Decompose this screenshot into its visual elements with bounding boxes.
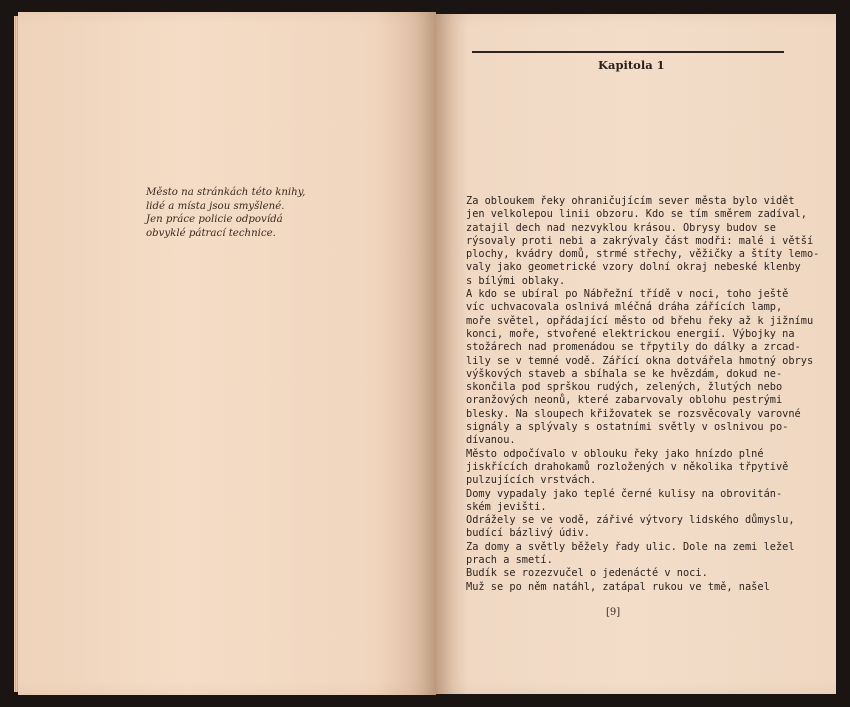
text-line: plochy, kvádry domů, strmé střechy, věžičky a štíty lemo- — [466, 248, 820, 261]
chapter-text — [466, 195, 820, 594]
text-line: blesky. Na sloupech křižovatek se rozsvěcovaly varovné — [466, 407, 801, 420]
text-line: skončila pod sprškou rudých, zelených, žlutých nebo — [466, 381, 783, 394]
text-line: valy jako geometrické vzory dolní okraj nebeské klenby — [466, 261, 801, 274]
text-line: lily se v temné vodě. Zářící okna dotvářela hmotný obrys — [466, 354, 814, 367]
text-line: budící bázlivý údiv. — [466, 527, 590, 540]
text-line: víc uchvacovala oslnivá mléčná dráha zářících lamp, — [466, 301, 783, 314]
text-line: výškových staveb a sbíhala se ke hvězdám, dokud ne- — [466, 367, 783, 380]
header-rule — [472, 51, 784, 53]
text-line: s bílými oblaky. — [466, 274, 566, 287]
text-line: zatajil dech nad nezvyklou krásou. Obrysy budov se — [466, 221, 776, 234]
text-line: oranžových neonů, které zabarvovaly oblohu pestrými — [466, 394, 783, 407]
left-page — [18, 12, 436, 695]
text-line: stožárech nad promenádou se třpytily do dálky a zrcad- — [466, 341, 801, 354]
text-line: dívanou. — [466, 434, 516, 447]
text-line: jen velkolepou linii obzoru. Kdo se tím směrem zadíval, — [466, 208, 807, 221]
text-line: A kdo se ubíral po Nábřežní třídě v noci, toho ještě — [466, 288, 789, 301]
text-line: Budík se rozezvučel o jedenácté v noci. — [466, 567, 708, 580]
text-line: rýsovaly proti nebi a zakrývaly část modři: malé i větší — [466, 234, 814, 247]
page-number: [9] — [606, 607, 621, 618]
disclaimer-line: Jen práce policie odpovídá — [146, 214, 283, 225]
text-line: Muž se po něm natáhl, zatápal rukou ve tmě, našel — [466, 580, 770, 593]
text-line: ském jevišti. — [466, 500, 547, 513]
text-line: Za obloukem řeky ohraničujícím sever města bylo vidět — [466, 195, 795, 207]
disclaimer-line: Město na stránkách této knihy, — [146, 187, 306, 198]
chapter-heading: Kapitola 1 — [598, 58, 665, 72]
disclaimer-line: lidé a místa jsou smyšlené. — [146, 200, 285, 212]
text-line: Za domy a světly běžely řady ulic. Dole na zemi ležel — [466, 540, 795, 553]
text-line: jiskřících drahokamů rozložených v několika třpytivě — [466, 460, 789, 473]
text-line: konci, moře, stvořené elektrickou energií. Výbojky na — [466, 327, 795, 340]
text-line: Odrážely se ve vodě, zářivé výtvory lidského důmyslu, — [466, 514, 795, 527]
disclaimer-line: obvyklé pátrací technice. — [146, 227, 276, 239]
text-line: prach a smetí. — [466, 554, 553, 567]
text-line: Domy vypadaly jako teplé černé kulisy na obrovitán- — [466, 487, 783, 500]
text-line: moře světel, opřádající město od břehu řeky až k jižnímu — [466, 314, 814, 327]
text-line: Město odpočívalo v oblouku řeky jako hnízdo plné — [466, 447, 764, 460]
text-line: signály a splývaly s ostatními světly v oslnivou po- — [466, 421, 789, 434]
disclaimer-note — [146, 186, 346, 240]
text-line: pulzujících vrstvách. — [466, 474, 597, 487]
